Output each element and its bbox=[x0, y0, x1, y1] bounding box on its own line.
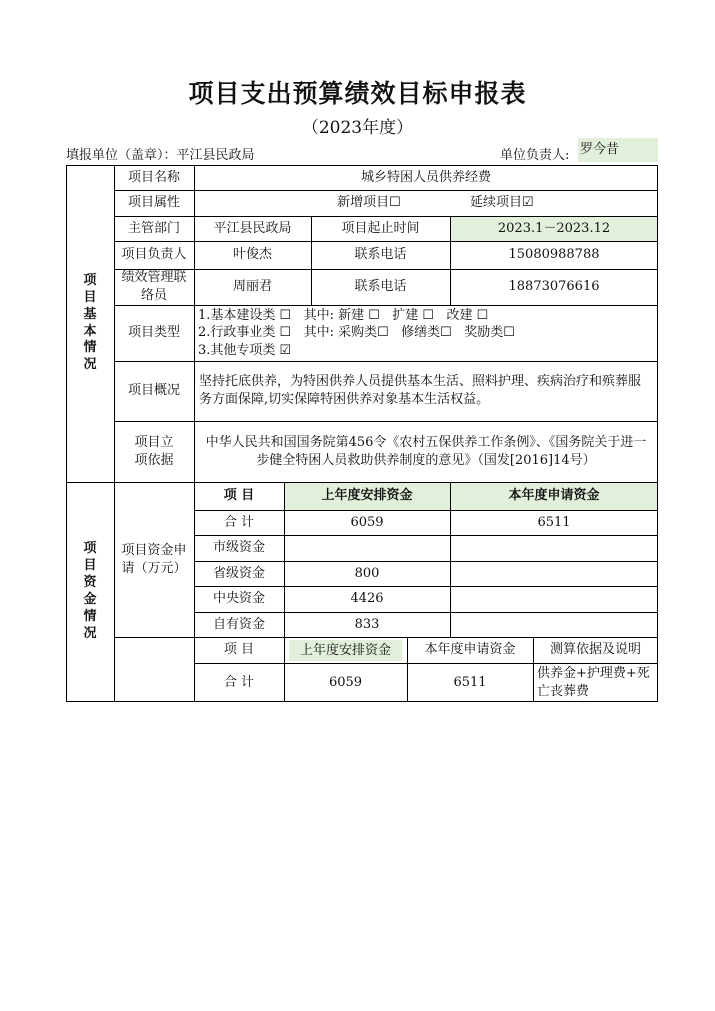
type-line-1: 1.基本建设类 ☐ 其中: 新建 ☐ 扩建 ☐ 改建 ☐ bbox=[198, 307, 489, 323]
funds-row-this bbox=[450, 535, 658, 561]
sub-total-last: 6059 bbox=[328, 674, 363, 690]
project-attr-label: 项目属性 bbox=[127, 195, 180, 211]
sub-col-this: 本年度申请资金 bbox=[424, 642, 516, 658]
sub-col-basis: 测算依据及说明 bbox=[549, 642, 641, 658]
funds-row-label: 市级资金 bbox=[212, 540, 265, 556]
section-funds-title: 项 目 资 金 情 况 bbox=[83, 541, 97, 641]
funds-row-this bbox=[450, 561, 658, 586]
leader-label: 项目负责人 bbox=[121, 247, 187, 263]
funds-row-label: 合 计 bbox=[223, 514, 255, 530]
overview-label: 项目概况 bbox=[127, 383, 180, 399]
phone-label-2: 联系电话 bbox=[354, 279, 407, 295]
dept-label: 主管部门 bbox=[127, 220, 180, 236]
funds-apply-label: 项目资金申请（万元） bbox=[121, 542, 187, 576]
funds-row-this: 6511 bbox=[537, 514, 571, 530]
funds-row-last: 800 bbox=[354, 565, 380, 581]
sub-total-label: 合 计 bbox=[223, 674, 255, 690]
basis-label: 项目立项依据 bbox=[134, 434, 174, 468]
funds-row-this bbox=[450, 612, 658, 637]
page-title: 项目支出预算绩效目标申报表 bbox=[188, 79, 527, 108]
funds-row-label: 自有资金 bbox=[212, 616, 265, 632]
filling-unit-value: 平江县民政局 bbox=[176, 148, 255, 163]
attr-new: 新增项目☐ bbox=[337, 195, 401, 211]
phone-value-2: 18873076616 bbox=[508, 279, 600, 295]
funds-row-last bbox=[284, 535, 450, 561]
funds-row-label: 中央资金 bbox=[212, 591, 265, 607]
dept-value: 平江县民政局 bbox=[213, 220, 292, 236]
type-line-3: 3.其他专项类 ☑ bbox=[198, 342, 292, 358]
project-name-label: 项目名称 bbox=[127, 169, 180, 185]
funds-row-this bbox=[450, 586, 658, 612]
contact-name: 周丽君 bbox=[232, 279, 272, 295]
type-line-2: 2.行政事业类 ☐ 其中: 采购类☐ 修缮类☐ 奖励类☐ bbox=[198, 325, 515, 341]
page-subtitle: （2023年度） bbox=[301, 118, 414, 138]
section-basic-title: 项 目 基 本 情 况 bbox=[83, 272, 97, 373]
sub-total-basis: 供养金+护理费+死亡丧葬费 bbox=[537, 665, 650, 699]
sub-col-item: 项 目 bbox=[223, 642, 255, 658]
contact-label: 绩效管理联络员 bbox=[121, 270, 187, 303]
responsible-value: 罗今昔 bbox=[578, 138, 658, 162]
project-name-value: 城乡特困人员供养经费 bbox=[360, 169, 491, 185]
filling-unit bbox=[66, 144, 255, 163]
funds-col-this: 本年度申请资金 bbox=[450, 482, 658, 510]
basis-text: 中华人民共和国国务院第456令《农村五保供养工作条例》、《国务院关于进一步健全特困人员救助供养制度的意见》（国发[2016]14号） bbox=[205, 434, 647, 468]
type-label: 项目类型 bbox=[127, 325, 180, 341]
leader-name: 叶俊杰 bbox=[232, 247, 272, 263]
period-value-cell bbox=[450, 216, 658, 241]
period-value: 2023.1－2023.12 bbox=[497, 220, 611, 236]
funds-col-last: 上年度安排资金 bbox=[284, 482, 450, 510]
sub-col-last: 上年度安排资金 bbox=[289, 640, 402, 661]
attr-continue: 延续项目☑ bbox=[470, 195, 534, 211]
filling-unit-label: 填报单位（盖章）： bbox=[66, 148, 177, 163]
overview-text: 坚持托底供养，为特困供养人员提供基本生活、照料护理、疾病治疗和殡葬服务方面保障,切实保障特困供养对象基本生活权益。 bbox=[199, 374, 642, 407]
sub-total-this: 6511 bbox=[453, 674, 487, 690]
phone-value-1: 15080988788 bbox=[508, 247, 600, 263]
funds-row-last: 6059 bbox=[350, 514, 384, 530]
funds-row-label: 省级资金 bbox=[212, 565, 265, 581]
funds-col-item: 项 目 bbox=[223, 488, 255, 504]
funds-row-last: 833 bbox=[354, 616, 380, 632]
type-options bbox=[194, 305, 658, 361]
period-label: 项目起止时间 bbox=[341, 220, 420, 236]
funds-row-last: 4426 bbox=[350, 591, 384, 607]
responsible-label: 单位负责人: bbox=[500, 148, 570, 163]
phone-label-1: 联系电话 bbox=[354, 247, 407, 263]
